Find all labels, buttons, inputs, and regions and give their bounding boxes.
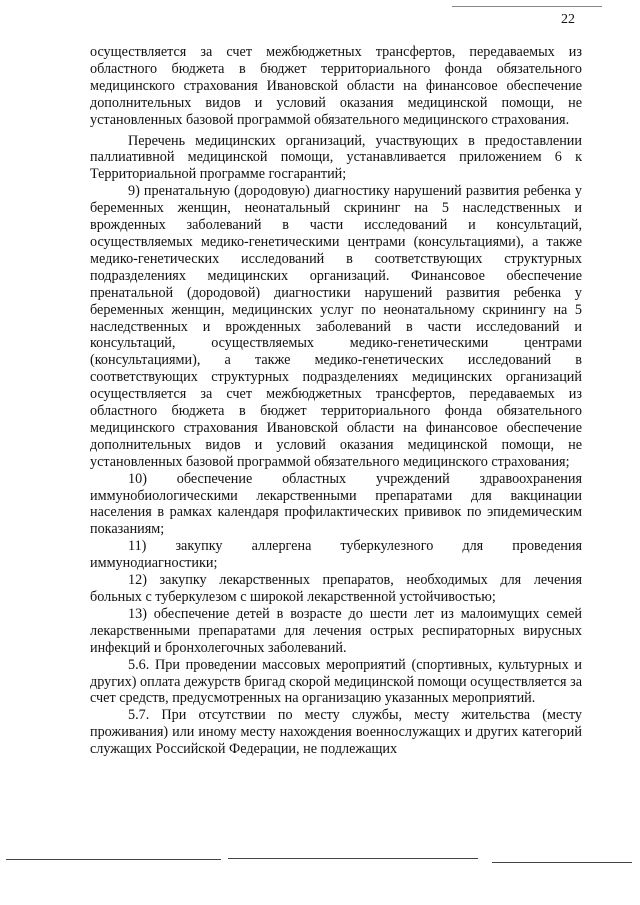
paragraph-5-7: 5.7. При отсутствии по месту службы, месту жительства (месту проживания) или иному месту нахождения военнослужащих и других категорий служащих Российской Федерации, не подлежащих <box>90 707 582 758</box>
footer-rule <box>228 858 478 859</box>
page-number: 22 <box>561 12 575 27</box>
top-rule <box>452 6 602 7</box>
paragraph-item-11: 11) закупку аллергена туберкулезного для проведения иммунодиагностики; <box>90 538 582 572</box>
paragraph-item-12: 12) закупку лекарственных препаратов, необходимых для лечения больных с туберкулезом с широкой лекарственной устойчивостью; <box>90 572 582 605</box>
paragraph-palliative-list: Перечень медицинских организаций, участвующих в предоставлении паллиативной медицинской помощи, устанавливается приложением 6 к Территориальной программе госгарантий; <box>90 132 582 183</box>
document-body <box>90 44 582 758</box>
footer-rule <box>6 859 221 860</box>
paragraph-5-6: 5.6. При проведении массовых мероприятий (спортивных, культурных и других) оплата дежурств бригад скорой медицинской помощи осуществляется за счет средств, предусмотренных на организацию указанных мероприятий. <box>90 656 582 707</box>
paragraph-item-13: 13) обеспечение детей в возрасте до шести лет из малоимущих семей лекарственными препаратами для лечения острых респираторных вирусных инфекций и бронхолегочных заболеваний. <box>90 605 582 656</box>
paragraph-item-10: 10) обеспечение областных учреждений здравоохранения иммунобиологическими лекарственными препаратами для вакцинации населения в рамках календаря профилактических прививок по эпидемическим показаниям; <box>90 470 582 538</box>
paragraph-continuation: осуществляется за счет межбюджетных трансфертов, передаваемых из областного бюджета в бюджет территориального фонда обязательного медицинского страхования Ивановской области на финансовое обеспечение дополнительных видов и условий оказания медицинской помощи, не установленных базовой программой обязательного медицинского страхования. <box>90 44 582 128</box>
paragraph-item-9: 9) пренатальную (дородовую) диагностику нарушений развития ребенка у беременных женщин, неонатальный скрининг на 5 наследственных и врожденных заболеваний в части исследований и консультаций, осуществляемых медико-генетическими центрами (консультациями), а также медико-генетических исследований в соответствующих структурных подразделениях медицинских организаций. Финансовое обеспечение пренатальной (дородовой) диагностики нарушений развития ребенка у беременных женщин, медицинских услуг по неонатальному скринингу на 5 наследственных и врожденных заболеваний в части исследований и консультаций, осуществляемых медико-генетическими центрами (консультациями), а также медико-генетических исследований в соответствующих структурных подразделениях медицинских организаций осуществляется за счет межбюджетных трансфертов, передаваемых из областного бюджета в бюджет территориального фонда обязательного медицинского страхования Ивановской области на финансовое обеспечение дополнительных видов и условий оказания медицинской помощи, не установленных базовой программой обязательного медицинского страхования; <box>90 183 582 470</box>
footer-rule <box>492 862 632 863</box>
